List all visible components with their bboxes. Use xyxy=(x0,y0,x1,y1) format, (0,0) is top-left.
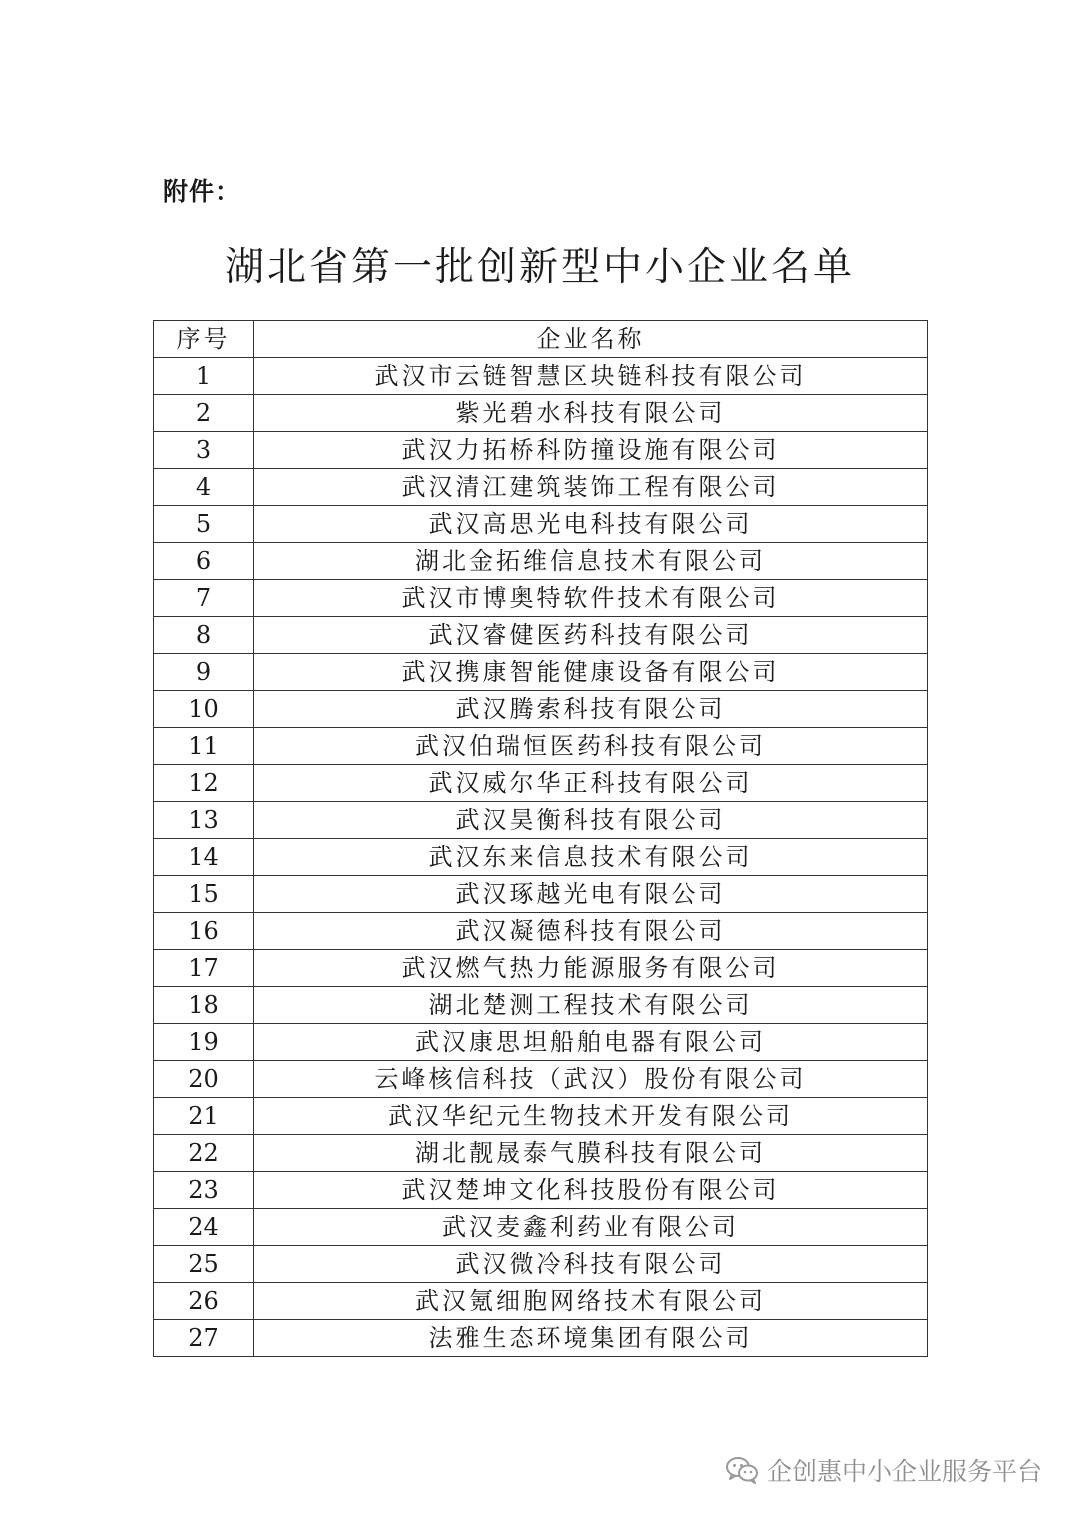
company-name: 武汉高思光电科技有限公司 xyxy=(254,506,928,543)
row-number: 22 xyxy=(154,1135,254,1172)
table-body xyxy=(154,358,928,1357)
row-number: 10 xyxy=(154,691,254,728)
table-row xyxy=(154,1172,928,1209)
table-row xyxy=(154,395,928,432)
header-number: 序号 xyxy=(154,321,254,358)
row-number: 14 xyxy=(154,839,254,876)
company-name: 武汉燃气热力能源服务有限公司 xyxy=(254,950,928,987)
row-number: 6 xyxy=(154,543,254,580)
row-number: 15 xyxy=(154,876,254,913)
company-name: 武汉清江建筑装饰工程有限公司 xyxy=(254,469,928,506)
table-row xyxy=(154,987,928,1024)
table-row xyxy=(154,1098,928,1135)
row-number: 25 xyxy=(154,1246,254,1283)
company-name: 武汉康思坦船舶电器有限公司 xyxy=(254,1024,928,1061)
row-number: 19 xyxy=(154,1024,254,1061)
table-row xyxy=(154,839,928,876)
row-number: 3 xyxy=(154,432,254,469)
table-row xyxy=(154,358,928,395)
company-name: 湖北靓晟泰气膜科技有限公司 xyxy=(254,1135,928,1172)
table-row xyxy=(154,506,928,543)
company-name: 武汉睿健医药科技有限公司 xyxy=(254,617,928,654)
table-row xyxy=(154,432,928,469)
company-name: 武汉力拓桥科防撞设施有限公司 xyxy=(254,432,928,469)
table-row xyxy=(154,469,928,506)
company-name: 武汉东来信息技术有限公司 xyxy=(254,839,928,876)
company-name: 武汉携康智能健康设备有限公司 xyxy=(254,654,928,691)
row-number: 27 xyxy=(154,1320,254,1357)
row-number: 24 xyxy=(154,1209,254,1246)
company-name: 武汉氪细胞网络技术有限公司 xyxy=(254,1283,928,1320)
table-row xyxy=(154,1024,928,1061)
company-name: 紫光碧水科技有限公司 xyxy=(254,395,928,432)
header-company-name: 企业名称 xyxy=(254,321,928,358)
company-name: 武汉昊衡科技有限公司 xyxy=(254,802,928,839)
company-name: 武汉凝德科技有限公司 xyxy=(254,913,928,950)
table-row xyxy=(154,691,928,728)
company-name: 武汉市云链智慧区块链科技有限公司 xyxy=(254,358,928,395)
company-name: 湖北楚测工程技术有限公司 xyxy=(254,987,928,1024)
row-number: 13 xyxy=(154,802,254,839)
row-number: 8 xyxy=(154,617,254,654)
table-row xyxy=(154,1135,928,1172)
row-number: 11 xyxy=(154,728,254,765)
company-name: 武汉微冷科技有限公司 xyxy=(254,1246,928,1283)
table-row xyxy=(154,728,928,765)
table-row xyxy=(154,580,928,617)
table-row xyxy=(154,913,928,950)
row-number: 4 xyxy=(154,469,254,506)
row-number: 21 xyxy=(154,1098,254,1135)
table-row xyxy=(154,876,928,913)
row-number: 16 xyxy=(154,913,254,950)
table-row xyxy=(154,1283,928,1320)
row-number: 23 xyxy=(154,1172,254,1209)
company-name: 云峰核信科技（武汉）股份有限公司 xyxy=(254,1061,928,1098)
row-number: 2 xyxy=(154,395,254,432)
row-number: 17 xyxy=(154,950,254,987)
row-number: 1 xyxy=(154,358,254,395)
company-name: 武汉市博奥特软件技术有限公司 xyxy=(254,580,928,617)
company-name: 武汉腾索科技有限公司 xyxy=(254,691,928,728)
table-row xyxy=(154,950,928,987)
watermark-text: 企创惠中小企业服务平台 xyxy=(766,1457,1042,1486)
company-name: 武汉麦鑫利药业有限公司 xyxy=(254,1209,928,1246)
company-list-table xyxy=(153,320,928,1357)
company-name: 武汉伯瑞恒医药科技有限公司 xyxy=(254,728,928,765)
company-name: 武汉威尔华正科技有限公司 xyxy=(254,765,928,802)
table-row xyxy=(154,765,928,802)
row-number: 20 xyxy=(154,1061,254,1098)
company-name: 法雅生态环境集团有限公司 xyxy=(254,1320,928,1357)
table-row xyxy=(154,1209,928,1246)
wechat-icon xyxy=(725,1456,759,1484)
company-name: 武汉楚坤文化科技股份有限公司 xyxy=(254,1172,928,1209)
company-name: 武汉华纪元生物技术开发有限公司 xyxy=(254,1098,928,1135)
row-number: 7 xyxy=(154,580,254,617)
attachment-label: 附件： xyxy=(163,177,242,206)
row-number: 9 xyxy=(154,654,254,691)
table-row xyxy=(154,617,928,654)
table-row xyxy=(154,654,928,691)
watermark xyxy=(725,1452,1042,1488)
row-number: 26 xyxy=(154,1283,254,1320)
table-row xyxy=(154,1061,928,1098)
company-name: 湖北金拓维信息技术有限公司 xyxy=(254,543,928,580)
table-row xyxy=(154,802,928,839)
company-name: 武汉琢越光电有限公司 xyxy=(254,876,928,913)
table-row xyxy=(154,1320,928,1357)
row-number: 5 xyxy=(154,506,254,543)
table-row xyxy=(154,543,928,580)
row-number: 12 xyxy=(154,765,254,802)
table-header-row xyxy=(154,321,928,358)
table-row xyxy=(154,1246,928,1283)
row-number: 18 xyxy=(154,987,254,1024)
document-title: 湖北省第一批创新型中小企业名单 xyxy=(224,245,855,290)
